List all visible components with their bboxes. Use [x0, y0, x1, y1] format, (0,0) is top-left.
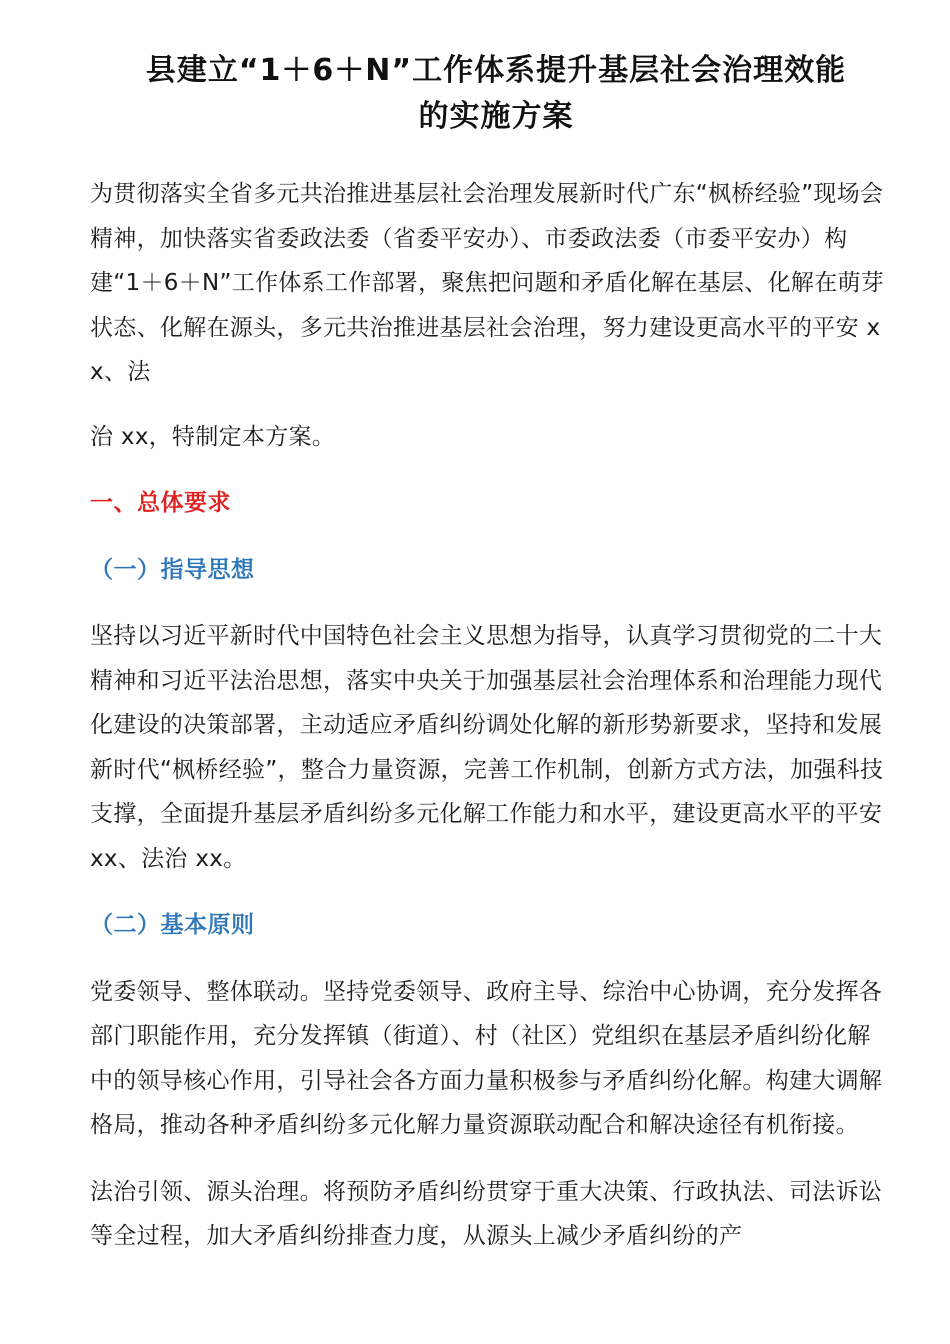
principle-paragraph-party-leadership: 党委领导、整体联动。坚持党委领导、政府主导、综治中心协调，充分发挥各部门职能作用，充分发挥镇（街道）、村（社区）党组织在基层矛盾纠纷化解中的领导核心作用，引导社会各方面力量积极参与矛盾纠纷化解。构建大调解格局，推动各种矛盾纠纷多元化解力量资源联动配合和解决途径有机衔接。 — [90, 978, 883, 1138]
subsection-heading-guiding-ideology: （一）指导思想 — [90, 556, 255, 583]
title-line-1: 县建立“1＋6＋N”工作体系提升基层社会治理效能 — [145, 53, 847, 88]
section-heading-overall-requirements: 一、总体要求 — [90, 490, 231, 516]
intro-paragraph: 为贯彻落实全省多元共治推进基层社会治理发展新时代广东“枫桥经验”现场会精神，加快落实省委政法委（省委平安办）、市委政法委（市委平安办）构建“1＋6＋N”工作体系工作部署，聚焦把问题和矛盾化解在基层、化解在萌芽状态、化解在源头，多元共治推进基层社会治理，努力建设更高水平的平安 xx、法 — [90, 181, 885, 385]
intro-paragraph-tail: 治 xx，特制定本方案。 — [90, 423, 336, 450]
subsection-heading-basic-principles: （二）基本原则 — [90, 912, 255, 938]
document-title — [90, 48, 888, 140]
principle-paragraph-rule-of-law: 法治引领、源头治理。将预防矛盾纠纷贯穿于重大决策、行政执法、司法诉讼等全过程，加大矛盾纠纷排查力度，从源头上减少矛盾纠纷的产 — [90, 1178, 883, 1249]
guiding-ideology-paragraph: 坚持以习近平新时代中国特色社会主义思想为指导，认真学习贯彻党的二十大精神和习近平法治思想，落实中央关于加强基层社会治理体系和治理能力现代化建设的决策部署，主动适应矛盾纠纷调处化解的新形势新要求，坚持和发展新时代“枫桥经验”，整合力量资源，完善工作机制，创新方式方法，加强科技支撑，全面提升基层矛盾纠纷多元化解工作能力和水平，建设更高水平的平安 xx、法治 xx。 — [90, 623, 884, 872]
title-line-2: 的实施方案 — [418, 99, 574, 134]
